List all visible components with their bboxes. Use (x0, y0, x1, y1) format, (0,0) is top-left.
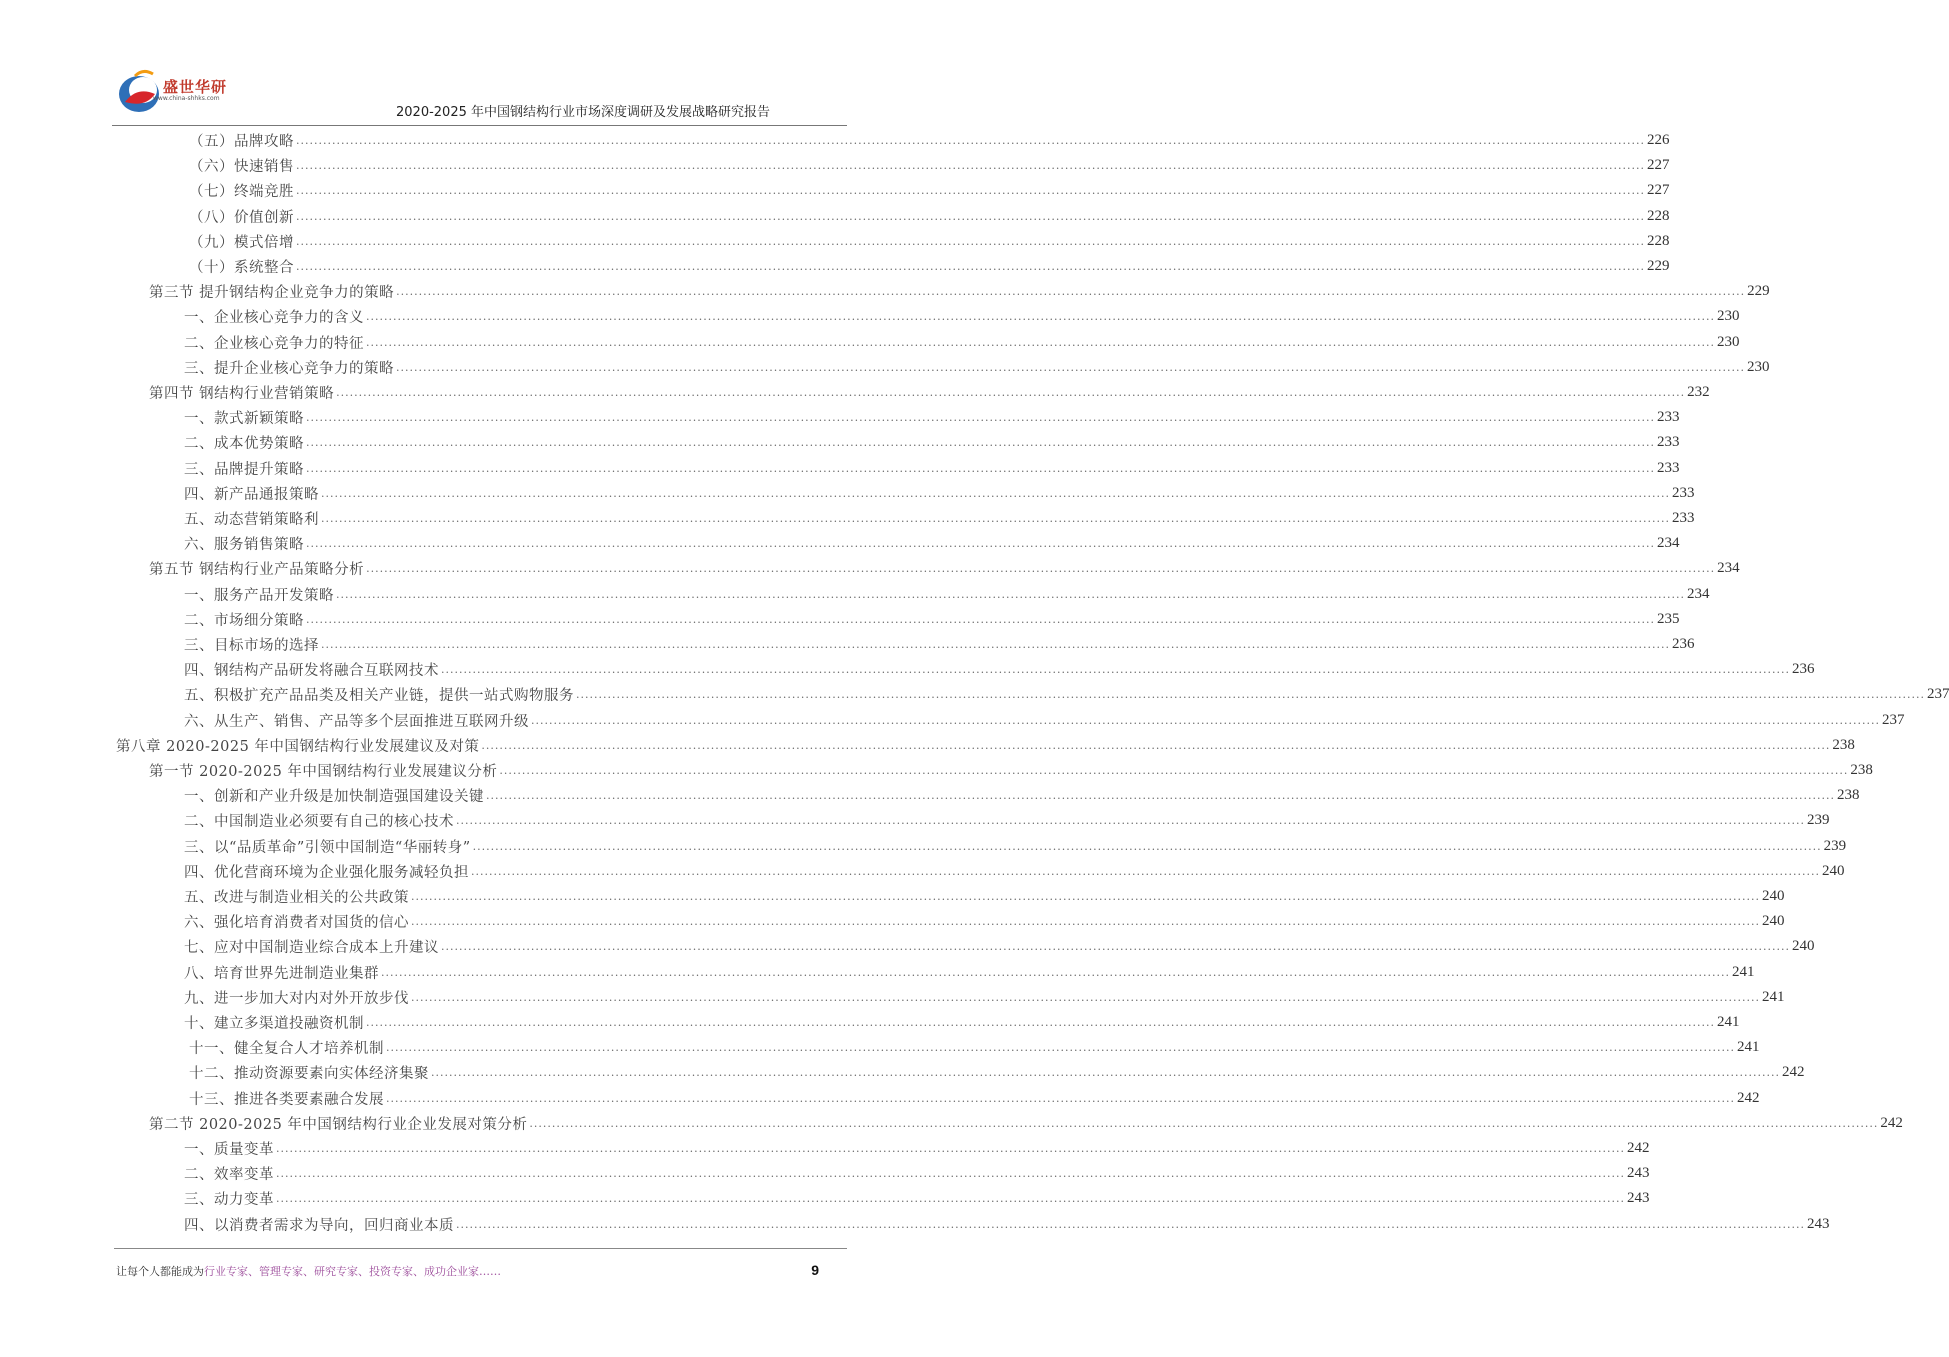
toc-dot-leader: ............................................................................................................................................................................................................................................................................................................ (411, 990, 1760, 1004)
toc-entry-page: 233 (1671, 484, 1695, 501)
toc-entry[interactable] (184, 304, 1740, 329)
toc-dot-leader: ............................................................................................................................................................................................................................................................................................................ (481, 738, 1831, 752)
footer-slogan (116, 1263, 501, 1279)
toc-entry-title: 八、培育世界先进制造业集群 (184, 965, 379, 982)
toc-entry[interactable] (189, 178, 1670, 203)
toc-entry[interactable] (189, 204, 1670, 229)
toc-dot-leader: ............................................................................................................................................................................................................................................................................................................ (306, 411, 1655, 425)
toc-entry[interactable] (184, 1136, 1650, 1161)
toc-entry-title: （九）模式倍增 (189, 234, 294, 251)
toc-entry-title: （六）快速销售 (189, 159, 294, 176)
toc-dot-leader: ............................................................................................................................................................................................................................................................................................................ (531, 713, 1880, 727)
toc-entry-title: 五、动态营销策略利 (184, 512, 319, 528)
toc-dot-leader: ............................................................................................................................................................................................................................................................................................................ (296, 159, 1645, 173)
toc-dot-leader: ............................................................................................................................................................................................................................................................................................................ (456, 814, 1805, 828)
toc-entry-title: 二、企业核心竞争力的特征 (184, 335, 364, 352)
logo-text: 盛世华研 (163, 78, 228, 96)
toc-dot-leader: ............................................................................................................................................................................................................................................................................................................ (441, 940, 1790, 954)
toc-entry-page: 242 (1626, 1140, 1650, 1156)
toc-entry[interactable] (184, 430, 1680, 455)
toc-entry-title: 一、款式新颖策略 (184, 411, 304, 428)
toc-dot-leader: ............................................................................................................................................................................................................................................................................................................ (386, 1041, 1735, 1055)
toc-entry-page: 232 (1687, 384, 1710, 400)
toc-entry-title: 十一、健全复合人才培养机制 (189, 1041, 384, 1058)
toc-dot-leader: ............................................................................................................................................................................................................................................................................................................ (472, 839, 1822, 853)
toc-entry-page: 230 (1716, 333, 1740, 350)
toc-dot-leader: ............................................................................................................................................................................................................................................................................................................ (456, 1217, 1805, 1231)
toc-dot-leader: ............................................................................................................................................................................................................................................................................................................ (306, 436, 1655, 450)
toc-dot-leader: ............................................................................................................................................................................................................................................................................................................ (471, 864, 1820, 878)
toc-dot-leader: ............................................................................................................................................................................................................................................................................................................ (321, 638, 1670, 651)
toc-dot-leader: ............................................................................................................................................................................................................................................................................................................ (306, 537, 1655, 551)
toc-entry-page: 233 (1656, 459, 1680, 476)
toc-dot-leader: ............................................................................................................................................................................................................................................................................................................ (529, 1116, 1879, 1130)
toc-entry-page: 236 (1671, 636, 1695, 652)
toc-entry-title: 三、品牌提升策略 (184, 461, 304, 478)
toc-entry[interactable] (189, 254, 1670, 279)
toc-entry-title: 四、钢结构产品研发将融合互联网技术 (184, 663, 439, 680)
toc-entry[interactable] (184, 355, 1770, 380)
toc-entry-title: （五）品牌攻略 (189, 134, 294, 150)
toc-entry-page: 228 (1646, 232, 1670, 249)
toc-entry-title: 第四节 钢结构行业营销策略 (149, 386, 335, 402)
toc-dot-leader: ............................................................................................................................................................................................................................................................................................................ (276, 1192, 1625, 1206)
toc-entry-page: 239 (1806, 812, 1830, 829)
toc-entry-title: （十）系统整合 (189, 260, 294, 276)
toc-entry-page: 242 (1880, 1114, 1903, 1131)
toc-entry-page: 236 (1791, 661, 1815, 678)
toc-entry-page: 242 (1736, 1089, 1760, 1106)
toc-entry-page: 242 (1781, 1064, 1805, 1081)
toc-dot-leader: ............................................................................................................................................................................................................................................................................................................ (296, 234, 1645, 248)
toc-dot-leader: ............................................................................................................................................................................................................................................................................................................ (276, 1142, 1625, 1155)
toc-dot-leader: ............................................................................................................................................................................................................................................................................................................ (321, 512, 1670, 525)
toc-entry-page: 235 (1656, 610, 1680, 627)
toc-entry-title: 十、建立多渠道投融资机制 (184, 1016, 364, 1032)
toc-entry-title: 一、质量变革 (184, 1142, 274, 1158)
toc-entry-title: （七）终端竞胜 (189, 184, 294, 201)
toc-entry-title: 四、优化营商环境为企业强化服务减轻负担 (184, 864, 469, 881)
toc-entry-title: 十二、推动资源要素向实体经济集聚 (189, 1066, 429, 1083)
toc-dot-leader: ............................................................................................................................................................................................................................................................................................................ (321, 486, 1670, 500)
toc-entry-page: 239 (1823, 837, 1847, 854)
toc-dot-leader: ............................................................................................................................................................................................................................................................................................................ (306, 612, 1655, 626)
toc-entry-page: 229 (1747, 283, 1770, 300)
header-divider (112, 125, 847, 126)
toc-entry-title: 四、新产品通报策略 (184, 486, 319, 503)
toc-entry[interactable] (149, 380, 1710, 405)
footer-slogan-highlight: 行业专家、管理专家、研究专家、投资专家、成功企业家…… (204, 1265, 501, 1278)
toc-entry-title: 三、以“品质革命”引领中国制造“华丽转身” (184, 839, 471, 856)
toc-entry-page: 240 (1821, 862, 1845, 879)
toc-entry[interactable] (189, 1060, 1805, 1085)
toc-entry[interactable] (184, 405, 1680, 430)
toc-entry-page: 243 (1626, 1165, 1650, 1182)
page-number: 9 (811, 1262, 819, 1278)
toc-entry[interactable] (149, 279, 1770, 304)
toc-entry-title: 二、中国制造业必须要有自己的核心技术 (184, 814, 454, 831)
toc-entry-title: 一、服务产品开发策略 (184, 587, 334, 604)
toc-entry-page: 243 (1626, 1190, 1650, 1207)
toc-entry-title: 三、动力变革 (184, 1192, 274, 1209)
toc-entry-page: 240 (1761, 913, 1785, 930)
toc-dot-leader: ............................................................................................................................................................................................................................................................................................................ (296, 260, 1645, 273)
toc-entry-page: 234 (1656, 535, 1680, 552)
toc-entry-title: 二、效率变革 (184, 1167, 274, 1184)
toc-entry[interactable] (189, 153, 1670, 178)
toc-entry[interactable] (189, 128, 1670, 153)
toc-entry[interactable] (189, 1035, 1760, 1060)
toc-entry[interactable] (184, 607, 1680, 632)
toc-entry[interactable] (184, 708, 1905, 733)
toc-entry[interactable] (184, 582, 1710, 607)
toc-entry-title: 三、目标市场的选择 (184, 638, 319, 654)
toc-entry[interactable] (184, 985, 1785, 1010)
toc-entry-page: 226 (1646, 132, 1670, 148)
toc-entry[interactable] (184, 657, 1815, 682)
toc-entry[interactable] (184, 1212, 1830, 1237)
toc-entry-title: 五、积极扩充产品品类及相关产业链，提供一站式购物服务 (184, 688, 574, 705)
toc-entry[interactable] (184, 1186, 1650, 1211)
toc-entry-page: 233 (1656, 409, 1680, 426)
toc-entry-page: 234 (1717, 560, 1740, 577)
toc-entry[interactable] (184, 330, 1740, 355)
toc-entry-page: 237 (1881, 711, 1905, 728)
toc-entry[interactable] (116, 733, 1855, 758)
toc-entry-page: 237 (1926, 686, 1949, 703)
toc-entry-page: 238 (1836, 787, 1860, 804)
toc-dot-leader: ............................................................................................................................................................................................................................................................................................................ (441, 663, 1790, 677)
toc-entry-page: 233 (1656, 434, 1680, 451)
toc-entry-page: 238 (1832, 736, 1855, 753)
toc-entry-page: 228 (1646, 207, 1670, 224)
toc-entry-page: 241 (1761, 988, 1785, 1005)
toc-dot-leader: ............................................................................................................................................................................................................................................................................................................ (296, 209, 1645, 223)
toc-dot-leader: ............................................................................................................................................................................................................................................................................................................ (431, 1066, 1780, 1080)
toc-dot-leader: ............................................................................................................................................................................................................................................................................................................ (296, 134, 1645, 147)
toc-dot-leader: ............................................................................................................................................................................................................................................................................................................ (486, 789, 1835, 803)
toc-entry-page: 234 (1686, 585, 1710, 602)
toc-entry-title: 五、改进与制造业相关的公共政策 (184, 890, 409, 906)
toc-entry[interactable] (184, 884, 1785, 909)
toc-entry-page: 227 (1646, 182, 1670, 199)
toc-dot-leader: ............................................................................................................................................................................................................................................................................................................ (366, 335, 1715, 349)
toc-entry-page: 230 (1746, 358, 1770, 375)
toc-entry-page: 243 (1806, 1215, 1830, 1232)
toc-entry[interactable] (149, 758, 1873, 783)
toc-entry-title: 六、服务销售策略 (184, 537, 304, 554)
logo-url: www.china-shhks.com (153, 95, 220, 102)
toc-entry-title: 六、从生产、销售、产品等多个层面推进互联网升级 (184, 713, 529, 730)
toc-entry-page: 241 (1716, 1014, 1740, 1030)
toc-entry-title: 一、创新和产业升级是加快制造强国建设关键 (184, 789, 484, 806)
toc-entry-title: 第一节 2020-2025 年中国钢结构行业发展建议分析 (149, 764, 498, 780)
toc-entry[interactable] (189, 229, 1670, 254)
toc-entry-title: 二、成本优势策略 (184, 436, 304, 453)
toc-entry-title: 三、提升企业核心竞争力的策略 (184, 360, 394, 377)
toc-entry[interactable] (184, 808, 1830, 833)
toc-dot-leader: ............................................................................................................................................................................................................................................................................................................ (296, 184, 1645, 198)
toc-entry-title: 一、企业核心竞争力的含义 (184, 310, 364, 327)
toc-entry-title: 第八章 2020-2025 年中国钢结构行业发展建议及对策 (116, 738, 480, 755)
toc-entry-title: 七、应对中国制造业综合成本上升建议 (184, 940, 439, 957)
toc-entry[interactable] (149, 1111, 1903, 1136)
toc-entry[interactable] (184, 960, 1755, 985)
toc-entry[interactable] (184, 783, 1860, 808)
toc-entry[interactable] (184, 1161, 1650, 1186)
toc-entry[interactable] (184, 481, 1695, 506)
toc-dot-leader: ............................................................................................................................................................................................................................................................................................................ (411, 915, 1760, 929)
toc-entry-title: 第三节 提升钢结构企业竞争力的策略 (149, 285, 395, 302)
toc-entry-title: 九、进一步加大对内对外开放步伐 (184, 990, 409, 1007)
toc-dot-leader: ............................................................................................................................................................................................................................................................................................................ (276, 1167, 1625, 1181)
toc-dot-leader: ............................................................................................................................................................................................................................................................................................................ (396, 360, 1745, 374)
toc-entry-page: 230 (1716, 308, 1740, 325)
toc-entry-title: 六、强化培育消费者对国货的信心 (184, 915, 409, 932)
toc-entry[interactable] (184, 506, 1695, 531)
footer-slogan-prefix: 让每个人都能成为 (116, 1265, 204, 1278)
toc-entry-page: 229 (1646, 258, 1670, 274)
toc-dot-leader: ............................................................................................................................................................................................................................................................................................................ (336, 587, 1685, 601)
toc-entry-title: 十三、推进各类要素融合发展 (189, 1091, 384, 1108)
toc-dot-leader: ............................................................................................................................................................................................................................................................................................................ (336, 386, 1686, 399)
toc-entry[interactable] (184, 834, 1847, 859)
toc-dot-leader: ............................................................................................................................................................................................................................................................................................................ (576, 688, 1925, 702)
toc-dot-leader: ............................................................................................................................................................................................................................................................................................................ (366, 1016, 1715, 1029)
toc-entry-title: 第五节 钢结构行业产品策略分析 (149, 562, 365, 579)
toc-dot-leader: ............................................................................................................................................................................................................................................................................................................ (411, 890, 1760, 903)
toc-dot-leader: ............................................................................................................................................................................................................................................................................................................ (306, 461, 1655, 475)
toc-entry-page: 233 (1671, 510, 1695, 526)
toc-entry-page: 240 (1761, 888, 1785, 904)
toc-entry[interactable] (184, 632, 1695, 657)
toc-entry-page: 241 (1731, 963, 1755, 980)
toc-dot-leader: ............................................................................................................................................................................................................................................................................................................ (499, 764, 1849, 777)
toc-dot-leader: ............................................................................................................................................................................................................................................................................................................ (366, 310, 1715, 324)
toc-entry-title: （八）价值创新 (189, 209, 294, 226)
toc-entry[interactable] (149, 556, 1740, 581)
toc-dot-leader: ............................................................................................................................................................................................................................................................................................................ (366, 562, 1716, 576)
toc-entry-page: 241 (1736, 1039, 1760, 1056)
toc-entry-page: 240 (1791, 938, 1815, 955)
toc-dot-leader: ............................................................................................................................................................................................................................................................................................................ (396, 285, 1746, 299)
toc-entry[interactable] (184, 682, 1949, 707)
toc-entry[interactable] (184, 531, 1680, 556)
toc-entry-page: 238 (1850, 762, 1873, 778)
toc-entry[interactable] (184, 1010, 1740, 1035)
toc-entry[interactable] (184, 456, 1680, 481)
toc-dot-leader: ............................................................................................................................................................................................................................................................................................................ (381, 965, 1730, 979)
toc-entry-page: 227 (1646, 157, 1670, 174)
toc-entry[interactable] (184, 909, 1785, 934)
toc-entry-title: 二、市场细分策略 (184, 612, 304, 629)
report-title: 2020-2025 年中国钢结构行业市场深度调研及发展战略研究报告 (396, 105, 770, 120)
toc-entry[interactable] (189, 1086, 1760, 1111)
footer-divider (114, 1248, 847, 1249)
toc-entry-title: 四、以消费者需求为导向，回归商业本质 (184, 1217, 454, 1234)
toc-entry[interactable] (184, 859, 1845, 884)
toc-entry[interactable] (184, 934, 1815, 959)
toc-entry-title: 第二节 2020-2025 年中国钢结构行业企业发展对策分析 (149, 1116, 528, 1133)
toc-dot-leader: ............................................................................................................................................................................................................................................................................................................ (386, 1091, 1735, 1105)
